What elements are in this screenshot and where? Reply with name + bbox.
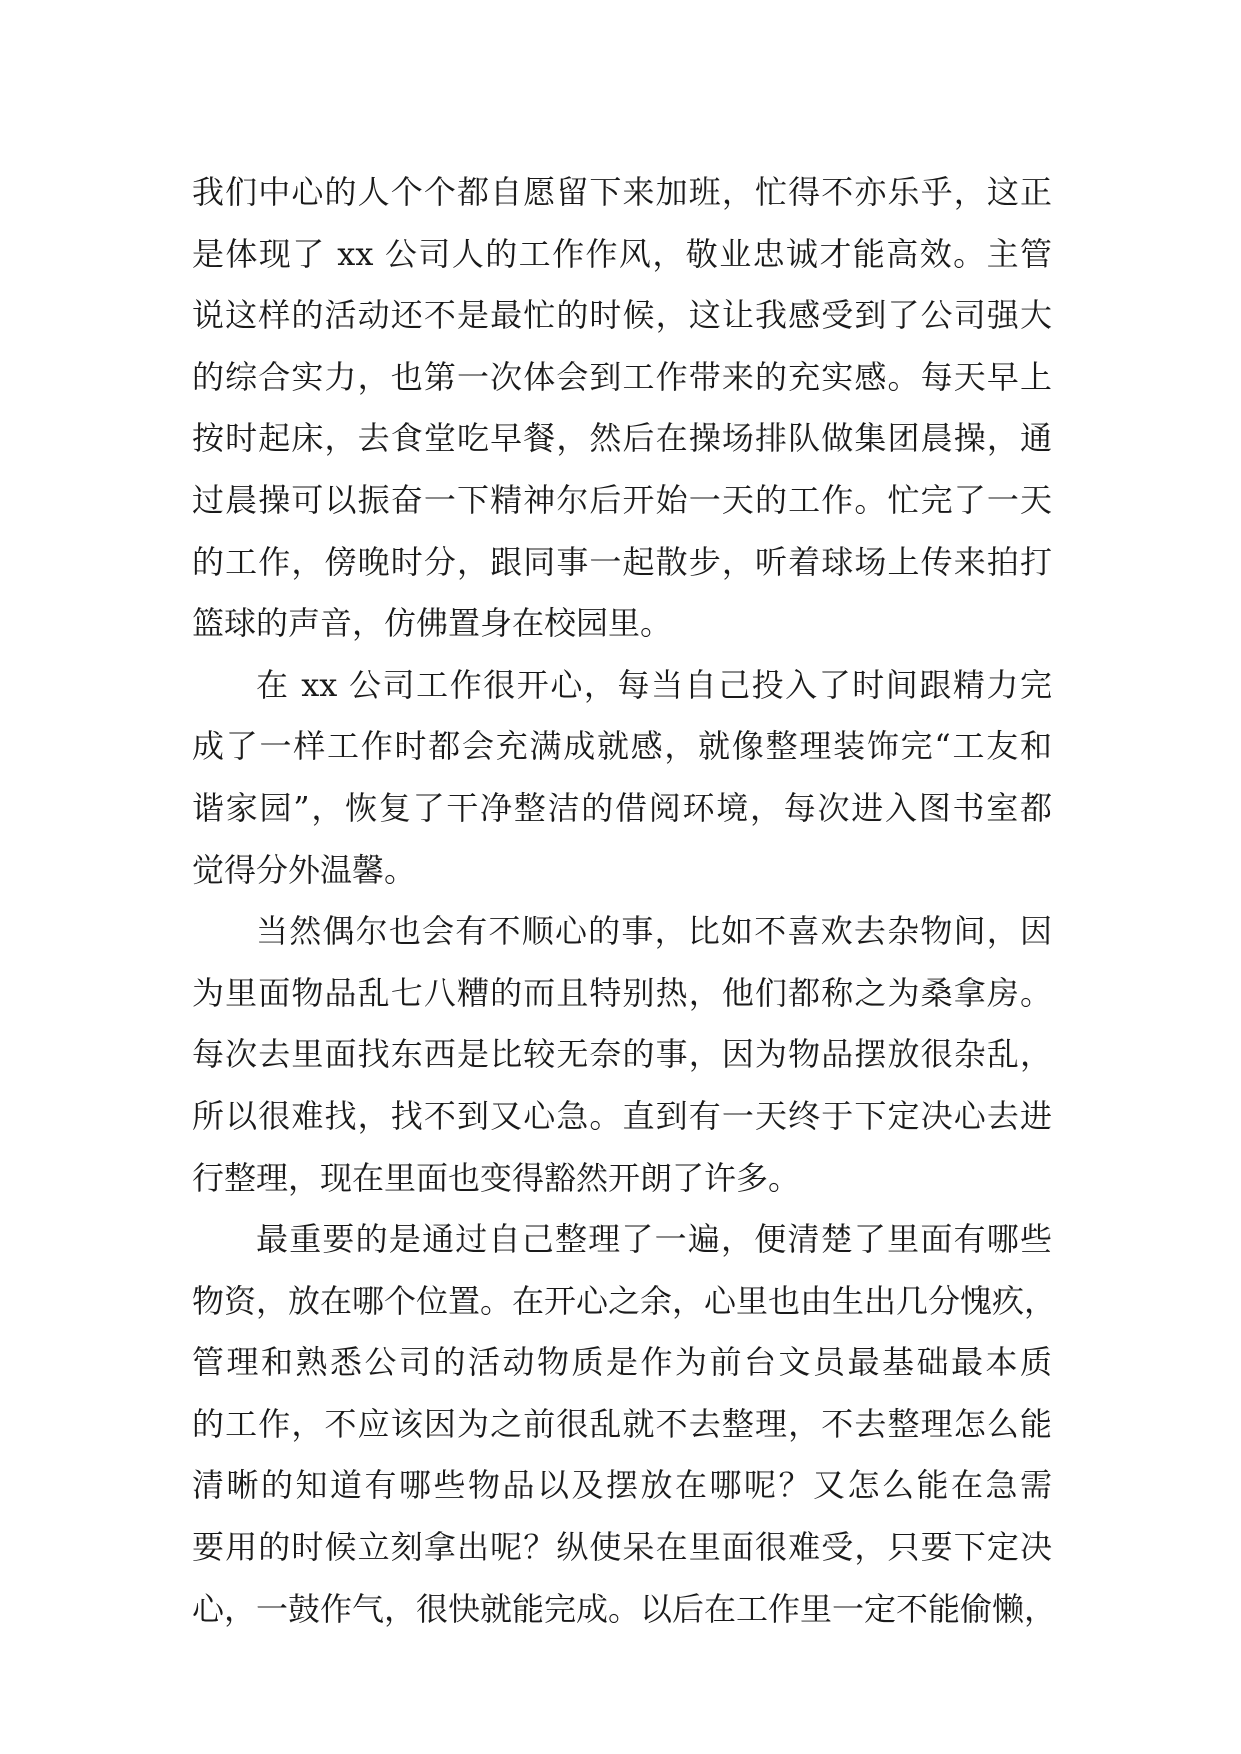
text-line: 为里面物品乱七八糟的而且特别热，他们都称之为桑拿房。 — [192, 973, 1052, 1012]
text-line: 觉得分外温馨。 — [192, 850, 417, 889]
text-line: 说这样的活动还不是最忙的时候，这让我感受到了公司强大 — [192, 296, 1052, 335]
text-line: 心，一鼓作气，很快就能完成。以后在工作里一定不能偷懒， — [192, 1589, 1057, 1628]
paragraph-start-line: 最重要的是通过自己整理了一遍，便清楚了里面有哪些 — [256, 1220, 1052, 1259]
text-line: 成了一样工作时都会充满成就感，就像整理装饰完“工友和 — [192, 727, 1052, 766]
paragraph-start-line: 在 xx 公司工作很开心，每当自己投入了时间跟精力完 — [256, 665, 1052, 704]
text-line: 是体现了 xx 公司人的工作作风，敬业忠诚才能高效。主管 — [192, 234, 1052, 273]
text-line: 行整理，现在里面也变得豁然开朗了许多。 — [192, 1158, 801, 1197]
text-line: 我们中心的人个个都自愿留下来加班，忙得不亦乐乎，这正 — [192, 173, 1052, 211]
text-line: 管理和熟悉公司的活动物质是作为前台文员最基础最本质 — [192, 1343, 1052, 1382]
text-line: 物资，放在哪个位置。在开心之余，心里也由生出几分愧疚， — [192, 1281, 1057, 1320]
body-text — [192, 162, 1057, 1640]
text-line: 每次去里面找东西是比较无奈的事，因为物品摆放很杂乱， — [192, 1035, 1052, 1074]
text-line: 的工作，傍晚时分，跟同事一起散步，听着球场上传来拍打 — [192, 542, 1052, 581]
text-line: 的综合实力，也第一次体会到工作带来的充实感。每天早上 — [192, 357, 1052, 396]
text-line: 过晨操可以振奋一下精神尔后开始一天的工作。忙完了一天 — [192, 480, 1052, 519]
text-line: 篮球的声音，仿佛置身在校园里。 — [192, 604, 673, 643]
paragraph-start-line: 当然偶尔也会有不顺心的事，比如不喜欢去杂物间，因 — [256, 912, 1052, 951]
text-line: 谐家园”，恢复了干净整洁的借阅环境，每次进入图书室都 — [192, 788, 1052, 827]
text-line: 所以很难找，找不到又心急。直到有一天终于下定决心去进 — [192, 1096, 1052, 1135]
text-line: 按时起床，去食堂吃早餐，然后在操场排队做集团晨操，通 — [192, 419, 1052, 458]
text-line: 清晰的知道有哪些物品以及摆放在哪呢？又怎么能在急需 — [192, 1466, 1052, 1505]
text-line: 的工作，不应该因为之前很乱就不去整理，不去整理怎么能 — [192, 1404, 1052, 1443]
text-line: 要用的时候立刻拿出呢？纵使呆在里面很难受，只要下定决 — [192, 1528, 1052, 1567]
